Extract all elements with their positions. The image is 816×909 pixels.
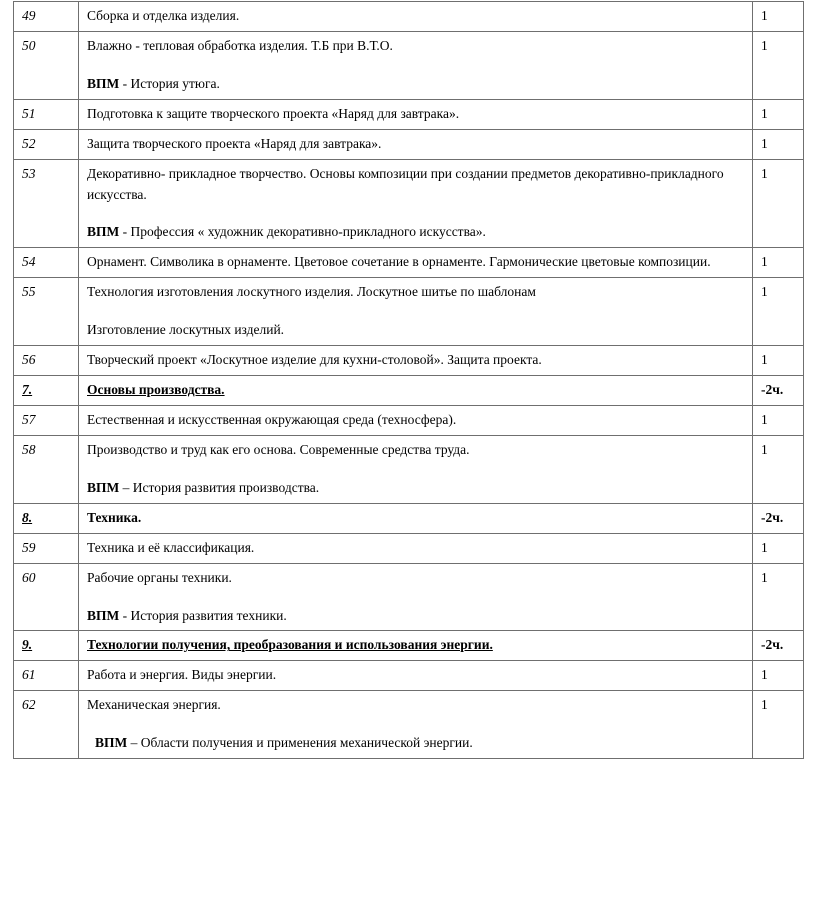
topic-text: - Профессия « художник декоративно-прикладного искусства». bbox=[119, 224, 486, 240]
topic-line bbox=[87, 606, 746, 627]
row-number-cell: 57 bbox=[14, 405, 79, 435]
row-hours-cell: -2ч. bbox=[753, 631, 804, 661]
topic-text: Производство и труд как его основа. Современные средства труда. bbox=[87, 441, 470, 457]
topic-line bbox=[87, 733, 746, 754]
vpm-label: ВПМ bbox=[87, 479, 120, 495]
topic-text: Подготовка к защите творческого проекта «Наряд для завтрака». bbox=[87, 105, 460, 121]
row-hours-cell: 1 bbox=[753, 159, 804, 248]
topic-line bbox=[87, 36, 746, 57]
topic-text: Защита творческого проекта «Наряд для завтрака». bbox=[87, 135, 382, 151]
topic-line bbox=[87, 252, 746, 273]
row-hours-cell: 1 bbox=[753, 2, 804, 32]
table-row bbox=[14, 31, 804, 99]
row-number-cell: 60 bbox=[14, 563, 79, 631]
row-number-cell: 58 bbox=[14, 435, 79, 503]
row-number-cell: 53 bbox=[14, 159, 79, 248]
topic-text: Естественная и искусственная окружающая среда (техносфера). bbox=[87, 411, 457, 427]
row-hours-cell: 1 bbox=[753, 99, 804, 129]
topic-line bbox=[87, 320, 746, 341]
table-row bbox=[14, 435, 804, 503]
row-topic-cell bbox=[79, 533, 753, 563]
topic-line bbox=[87, 508, 746, 529]
topic-text: - История развития техники. bbox=[119, 607, 287, 623]
table-row bbox=[14, 99, 804, 129]
row-number-cell: 59 bbox=[14, 533, 79, 563]
topic-line bbox=[87, 635, 746, 656]
topic-line bbox=[87, 74, 746, 95]
topic-text: – История развития производства. bbox=[119, 479, 320, 495]
topic-text: - История утюга. bbox=[119, 75, 220, 91]
row-number-cell: 7. bbox=[14, 376, 79, 406]
row-hours-cell: 1 bbox=[753, 661, 804, 691]
section-header-row bbox=[14, 376, 804, 406]
row-number-cell: 49 bbox=[14, 2, 79, 32]
table-row bbox=[14, 405, 804, 435]
topic-text: Изготовление лоскутных изделий. bbox=[87, 322, 285, 338]
topic-line bbox=[87, 538, 746, 559]
topic-text: Техника. bbox=[87, 509, 142, 525]
row-number-cell: 9. bbox=[14, 631, 79, 661]
row-number-cell: 52 bbox=[14, 129, 79, 159]
table-row bbox=[14, 533, 804, 563]
topic-line bbox=[87, 478, 746, 499]
row-hours-cell: 1 bbox=[753, 346, 804, 376]
section-header-row bbox=[14, 503, 804, 533]
topic-line bbox=[87, 6, 746, 27]
vpm-label: ВПМ bbox=[87, 75, 120, 91]
row-hours-cell: 1 bbox=[753, 129, 804, 159]
row-hours-cell: 1 bbox=[753, 278, 804, 346]
topic-text: Рабочие органы техники. bbox=[87, 569, 232, 585]
row-hours-cell: -2ч. bbox=[753, 376, 804, 406]
row-topic-cell bbox=[79, 278, 753, 346]
row-topic-cell bbox=[79, 2, 753, 32]
row-hours-cell: 1 bbox=[753, 691, 804, 759]
topic-text: Орнамент. Символика в орнаменте. Цветовое сочетание в орнаменте. Гармонические цветовые композиции. bbox=[87, 254, 711, 270]
row-topic-cell bbox=[79, 129, 753, 159]
row-topic-cell bbox=[79, 346, 753, 376]
row-number-cell: 56 bbox=[14, 346, 79, 376]
row-topic-cell bbox=[79, 563, 753, 631]
topic-text: Технологии получения, преобразования и использования энергии. bbox=[87, 637, 493, 653]
topic-text: Декоративно- прикладное творчество. Основы композиции при создании предметов декоративно-прикладного искусства. bbox=[87, 165, 724, 202]
row-hours-cell: 1 bbox=[753, 31, 804, 99]
table-row bbox=[14, 563, 804, 631]
row-topic-cell bbox=[79, 661, 753, 691]
row-number-cell: 8. bbox=[14, 503, 79, 533]
topic-line bbox=[87, 410, 746, 431]
table-row bbox=[14, 278, 804, 346]
topic-line bbox=[87, 350, 746, 371]
row-topic-cell bbox=[79, 99, 753, 129]
table-row bbox=[14, 691, 804, 759]
topic-text: Механическая энергия. bbox=[87, 697, 221, 713]
topic-line bbox=[87, 665, 746, 686]
row-topic-cell bbox=[79, 31, 753, 99]
lesson-plan-body bbox=[14, 2, 804, 759]
table-row bbox=[14, 661, 804, 691]
topic-line bbox=[87, 440, 746, 461]
topic-line bbox=[87, 282, 746, 303]
row-hours-cell: 1 bbox=[753, 563, 804, 631]
topic-text: Работа и энергия. Виды энергии. bbox=[87, 667, 277, 683]
topic-line bbox=[87, 380, 746, 401]
row-hours-cell: 1 bbox=[753, 248, 804, 278]
row-topic-cell bbox=[79, 405, 753, 435]
topic-line bbox=[87, 104, 746, 125]
lesson-plan-table bbox=[13, 1, 804, 759]
row-number-cell: 55 bbox=[14, 278, 79, 346]
table-row bbox=[14, 159, 804, 248]
row-number-cell: 61 bbox=[14, 661, 79, 691]
row-number-cell: 51 bbox=[14, 99, 79, 129]
topic-text: Творческий проект «Лоскутное изделие для кухни-столовой». Защита проекта. bbox=[87, 352, 542, 368]
row-number-cell: 50 bbox=[14, 31, 79, 99]
row-topic-cell bbox=[79, 248, 753, 278]
row-number-cell: 62 bbox=[14, 691, 79, 759]
topic-text: Сборка и отделка изделия. bbox=[87, 8, 240, 23]
row-hours-cell: 1 bbox=[753, 533, 804, 563]
row-hours-cell: -2ч. bbox=[753, 503, 804, 533]
section-header-row bbox=[14, 631, 804, 661]
topic-text: Технология изготовления лоскутного изделия. Лоскутное шитье по шаблонам bbox=[87, 284, 536, 300]
row-topic-cell bbox=[79, 435, 753, 503]
table-row bbox=[14, 346, 804, 376]
topic-text: Основы производства. bbox=[87, 382, 225, 398]
row-topic-cell bbox=[79, 691, 753, 759]
row-topic-cell bbox=[79, 376, 753, 406]
topic-text: – Области получения и применения механической энергии. bbox=[127, 735, 473, 751]
topic-text: Влажно - тепловая обработка изделия. Т.Б при В.Т.О. bbox=[87, 37, 393, 53]
topic-line bbox=[87, 568, 746, 589]
row-number-cell: 54 bbox=[14, 248, 79, 278]
vpm-label: ВПМ bbox=[87, 224, 120, 240]
row-hours-cell: 1 bbox=[753, 435, 804, 503]
table-row bbox=[14, 248, 804, 278]
vpm-label: ВПМ bbox=[95, 735, 128, 751]
row-topic-cell bbox=[79, 631, 753, 661]
topic-line bbox=[87, 134, 746, 155]
table-row bbox=[14, 2, 804, 32]
row-topic-cell bbox=[79, 159, 753, 248]
row-topic-cell bbox=[79, 503, 753, 533]
topic-text: Техника и её классификация. bbox=[87, 539, 255, 555]
row-hours-cell: 1 bbox=[753, 405, 804, 435]
topic-line bbox=[87, 164, 746, 206]
topic-line bbox=[87, 222, 746, 243]
topic-line bbox=[87, 695, 746, 716]
table-row bbox=[14, 129, 804, 159]
vpm-label: ВПМ bbox=[87, 607, 120, 623]
